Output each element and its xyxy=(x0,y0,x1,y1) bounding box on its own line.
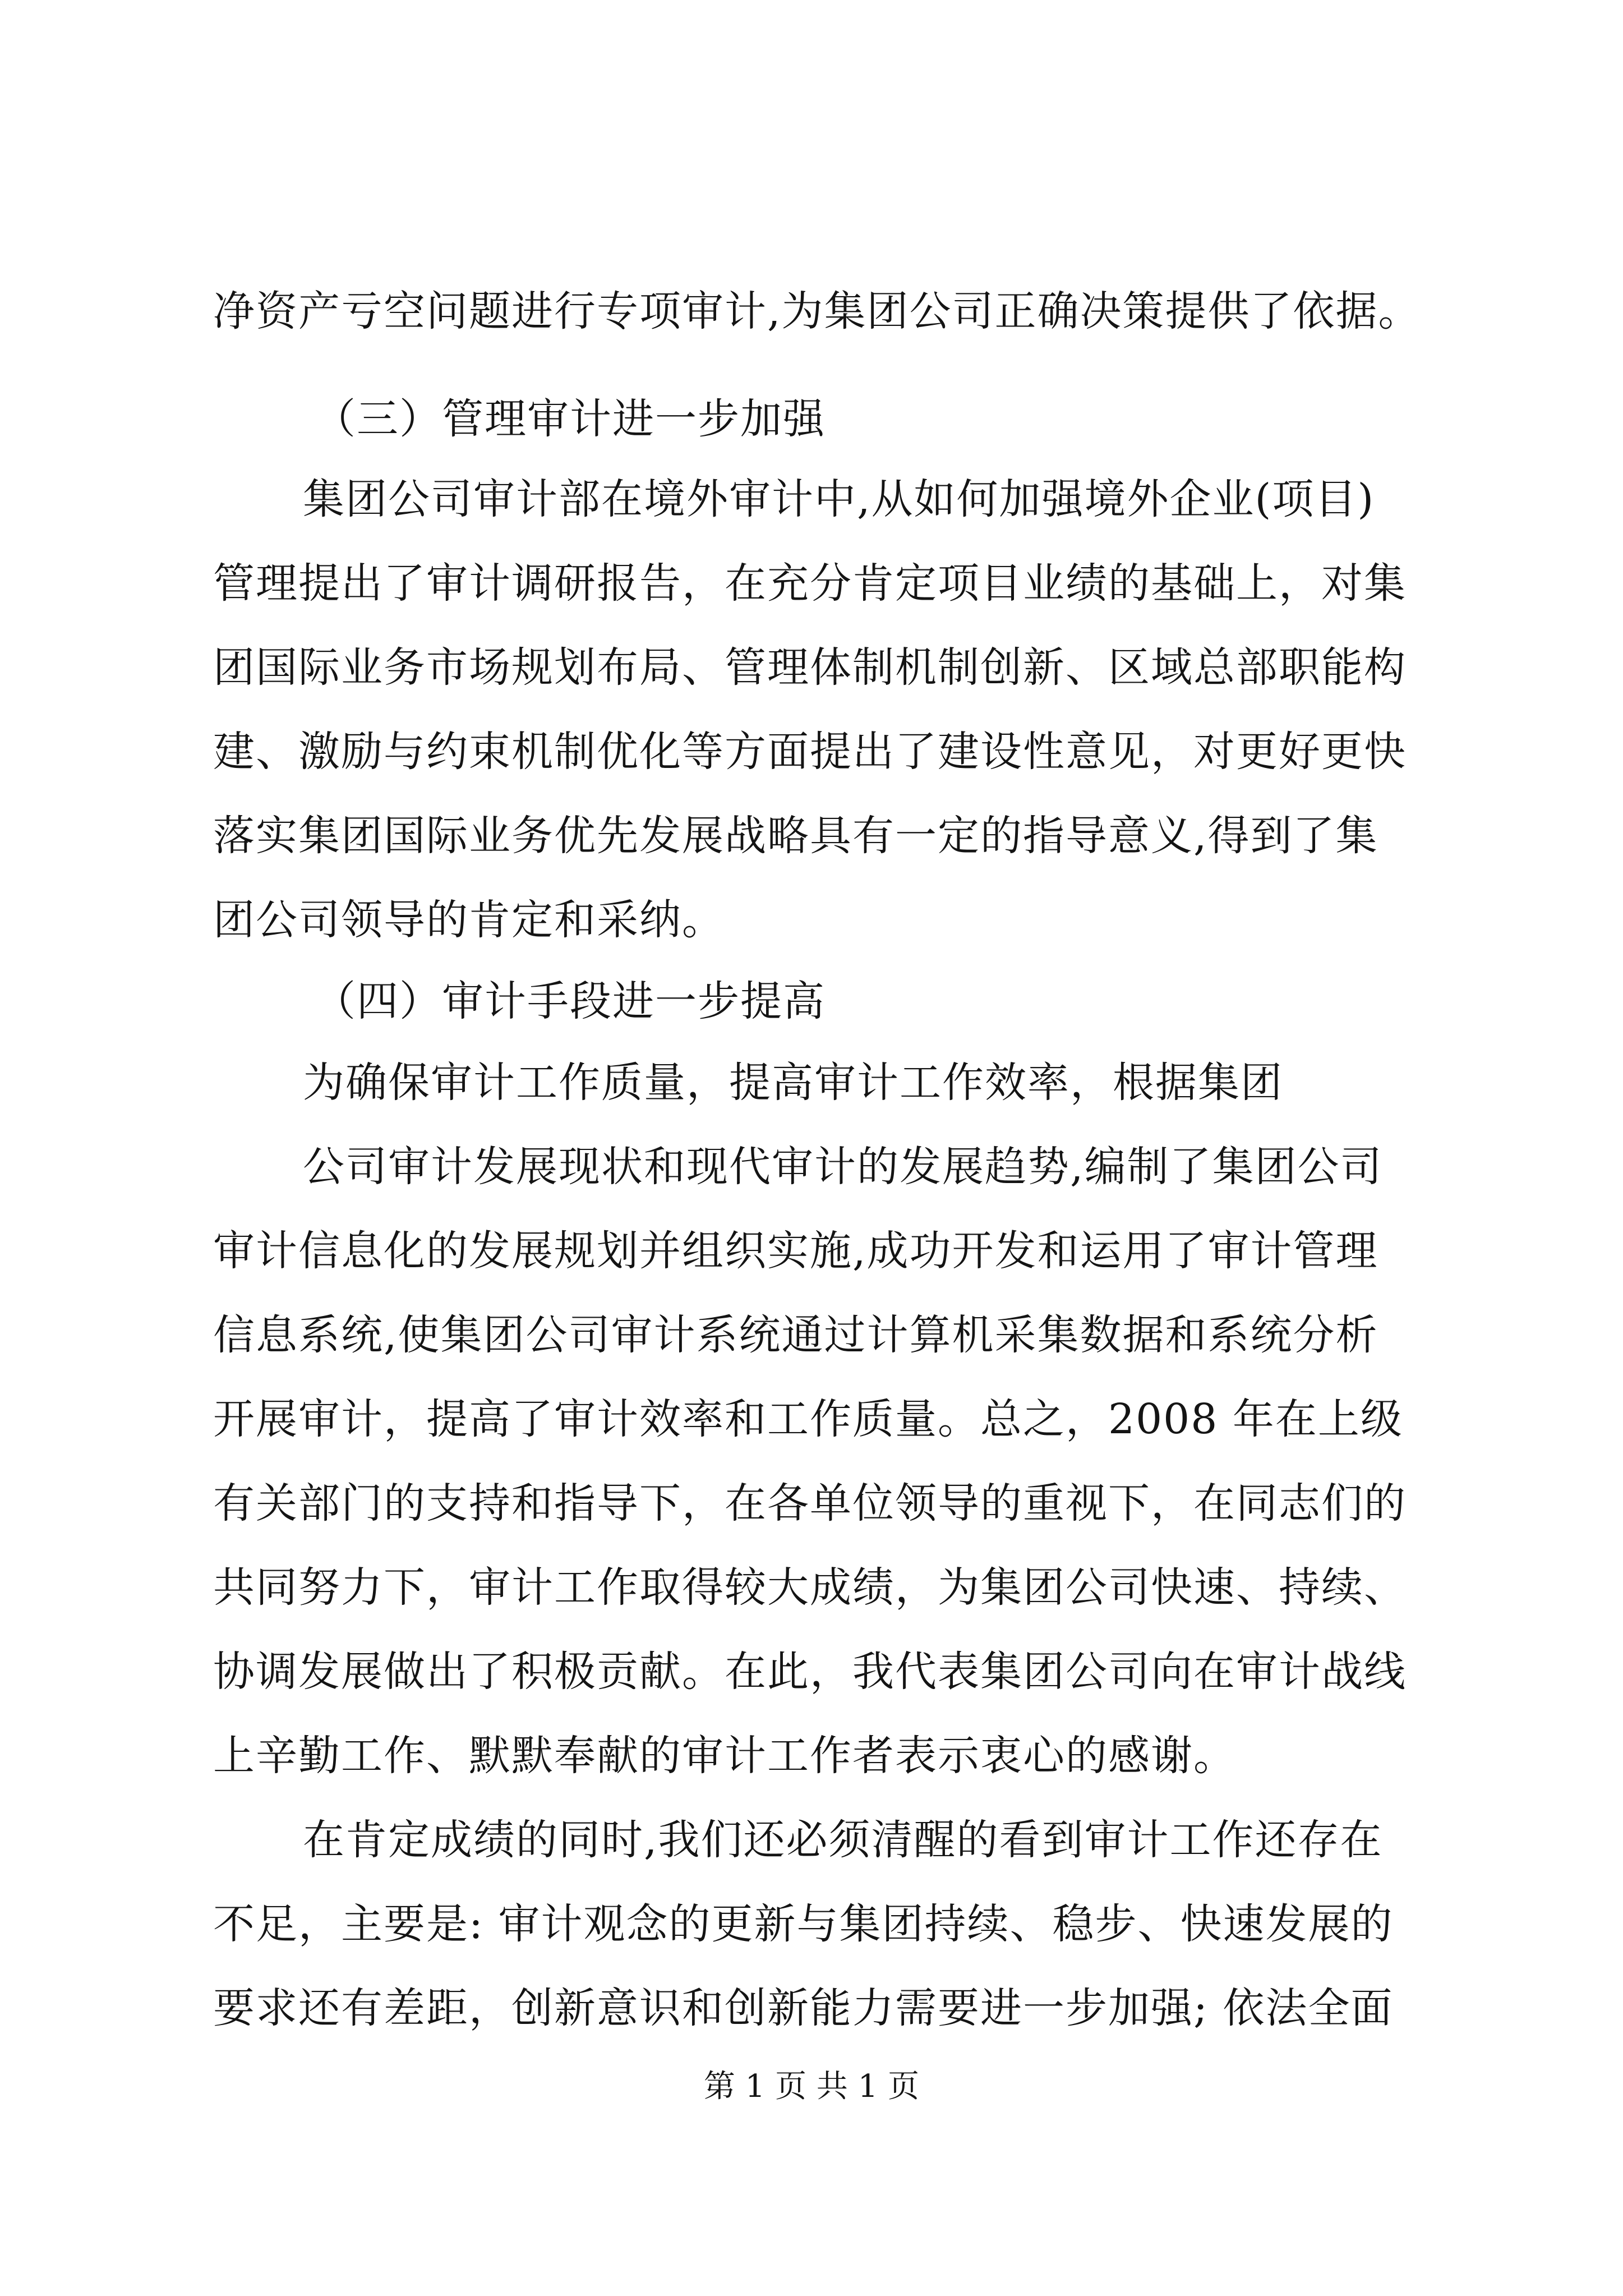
section-heading: （三）管理审计进一步加强 xyxy=(314,395,826,443)
paragraph-line: 建、激励与约束机制优化等方面提出了建设性意见，对更好更快 xyxy=(213,728,1407,776)
paragraph-line: 团国际业务市场规划布局、管理体制机制创新、区域总部职能构 xyxy=(213,643,1407,692)
paragraph-line: 管理提出了审计调研报告，在充分肯定项目业绩的基础上，对集 xyxy=(213,559,1407,608)
paragraph-line: 要求还有差距，创新意识和创新能力需要进一步加强; 依法全面 xyxy=(213,1984,1394,2032)
paragraph-line: 审计信息化的发展规划并组织实施,成功开发和运用了审计管理 xyxy=(213,1227,1378,1275)
paragraph-line: 净资产亏空问题进行专项审计,为集团公司正确决策提供了依据。 xyxy=(213,287,1421,335)
paragraph-line: 有关部门的支持和指导下，在各单位领导的重视下，在同志们的 xyxy=(213,1479,1407,1527)
paragraph-line: 在肯定成绩的同时,我们还必须清醒的看到审计工作还存在 xyxy=(303,1816,1383,1864)
paragraph-line: 上辛勤工作、默默奉献的审计工作者表示衷心的感谢。 xyxy=(213,1732,1236,1780)
paragraph-line: 落实集团国际业务优先发展战略具有一定的指导意义,得到了集 xyxy=(213,812,1378,860)
paragraph-line: 为确保审计工作质量，提高审计工作效率，根据集团 xyxy=(303,1059,1283,1107)
paragraph-line: 不足，主要是: 审计观念的更新与集团持续、稳步、快速发展的 xyxy=(213,1900,1394,1948)
paragraph-line: 集团公司审计部在境外审计中,从如何加强境外企业(项目) xyxy=(303,475,1375,523)
paragraph-line: 信息系统,使集团公司审计系统通过计算机采集数据和系统分析 xyxy=(213,1311,1378,1359)
paragraph-line: 共同努力下，审计工作取得较大成绩，为集团公司快速、持续、 xyxy=(213,1563,1407,1612)
paragraph-line: 协调发展做出了积极贡献。在此，我代表集团公司向在审计战线 xyxy=(213,1648,1407,1696)
section-heading: （四）审计手段进一步提高 xyxy=(314,977,826,1025)
paragraph-line: 公司审计发展现状和现代审计的发展趋势,编制了集团公司 xyxy=(303,1143,1383,1191)
page-number-footer: 第 1 页 共 1 页 xyxy=(703,2068,920,2105)
paragraph-line: 团公司领导的肯定和采纳。 xyxy=(213,896,725,944)
paragraph-line: 开展审计，提高了审计效率和工作质量。总之，2008 年在上级 xyxy=(213,1395,1403,1443)
